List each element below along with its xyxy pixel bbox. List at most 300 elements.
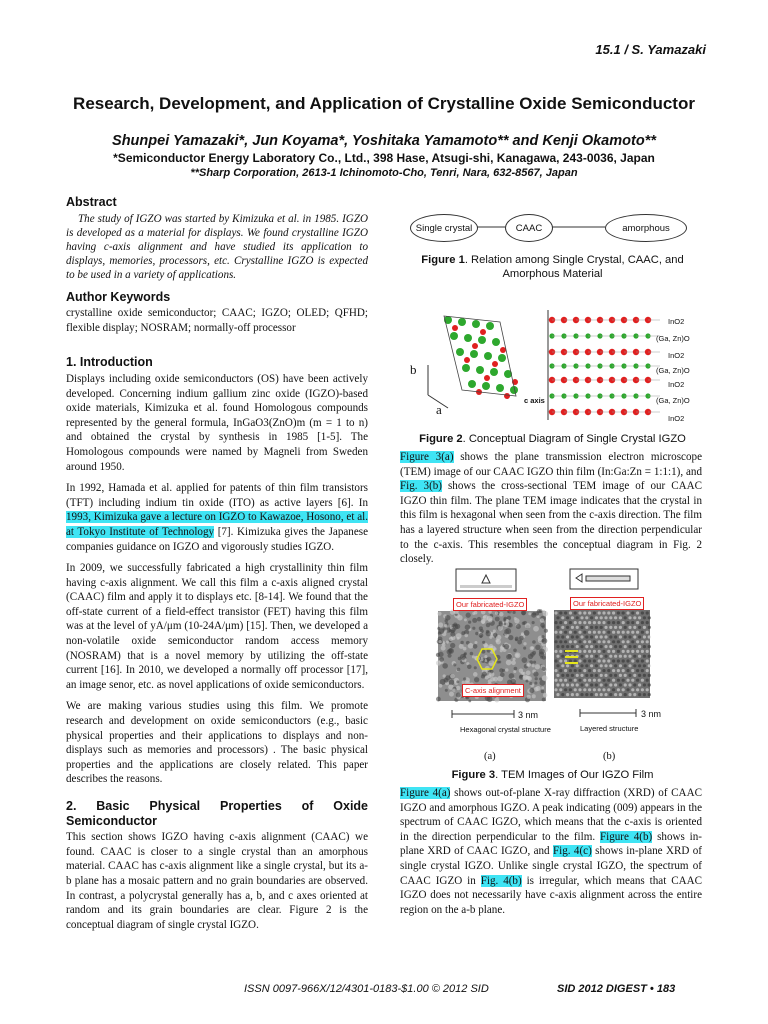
tem-grain-b <box>580 655 583 658</box>
figure-2-caption <box>400 432 705 446</box>
tem-grain-a <box>529 682 532 685</box>
tem-grain-b <box>590 635 593 638</box>
tem-grain-b <box>643 635 646 638</box>
lattice-atom-green <box>486 322 494 330</box>
tem-grain-b <box>626 688 629 691</box>
tem-grain-b <box>607 659 610 662</box>
tem-grain-a <box>544 629 548 633</box>
tem-grain-b <box>569 631 572 634</box>
tem-grain-b <box>624 683 627 686</box>
tem-grain-b <box>607 611 610 614</box>
tem-grain-b <box>607 631 610 634</box>
tem-grain-b <box>580 645 583 648</box>
tem-grain-b <box>624 674 627 677</box>
tem-grain-b <box>612 650 615 653</box>
tem-grain-b <box>590 674 593 677</box>
tem-grain-b <box>626 659 629 662</box>
abstract-heading: Abstract <box>66 195 117 209</box>
tem-grain-a <box>477 617 481 621</box>
tem-grain-a <box>472 618 477 623</box>
tem-grain-b <box>580 664 583 667</box>
tem-grain-b <box>614 674 617 677</box>
tem-grain-b <box>638 635 641 638</box>
tem-grain-b <box>631 621 634 624</box>
tem-grain-a <box>450 643 455 648</box>
layer-label-5: InO2 <box>668 380 685 389</box>
tem-grain-a <box>489 636 492 639</box>
tem-grain-b <box>590 664 593 667</box>
tem-grain-b <box>648 645 651 648</box>
right-p2-t1: shows out-of-plane X-ray diffraction (XRD) of CAAC IGZO and amorphous IGZO. A peak indicating (009) appears in the spectrum of CAAC IGZO, which means that the c-axis is oriented in the direction perpendicular to the film. <box>400 787 702 843</box>
tem-grain-a <box>445 689 448 692</box>
lattice-atom-green <box>476 366 484 374</box>
tem-grain-b <box>631 611 634 614</box>
tem-grain-b <box>638 655 641 658</box>
tem-grain-b <box>638 645 641 648</box>
tem-grain-b <box>578 679 581 682</box>
tem-grain-b <box>638 626 641 629</box>
figure-1-caption <box>410 253 695 281</box>
tem-grain-b <box>617 611 620 614</box>
tem-grain-b <box>641 679 644 682</box>
tem-grain-b <box>636 611 639 614</box>
tem-grain-b <box>617 669 620 672</box>
tem-grain-b <box>633 693 636 696</box>
lattice-atom-green <box>464 334 472 342</box>
tem-grain-b <box>609 693 612 696</box>
tem-grain-b <box>559 659 562 662</box>
tem-grain-b <box>612 659 615 662</box>
tem-grain-b <box>643 693 646 696</box>
footer-issn: ISSN 0097-966X/12/4301-0183-$1.00 © 2012 SID <box>244 983 489 995</box>
tem-grain-a <box>540 623 545 628</box>
tem-grain-a <box>456 692 461 697</box>
tem-grain-a <box>512 611 515 614</box>
tem-grain-a <box>460 654 466 660</box>
tem-grain-b <box>564 640 567 643</box>
tem-grain-b <box>580 693 583 696</box>
tem-grain-b <box>574 669 577 672</box>
tem-grain-b <box>578 659 581 662</box>
tem-grain-b <box>574 679 577 682</box>
film-a <box>460 585 512 588</box>
tem-grain-b <box>588 688 591 691</box>
tem-grain-b <box>561 664 564 667</box>
tem-grain-b <box>624 616 627 619</box>
tem-grain-b <box>593 688 596 691</box>
tem-grain-b <box>622 679 625 682</box>
tem-grain-b <box>559 621 562 624</box>
tem-grain-b <box>569 640 572 643</box>
tem-grain-b <box>609 683 612 686</box>
layer-label-3: InO2 <box>668 351 685 360</box>
layer-label-2: (Ga, Zn)O <box>656 334 690 343</box>
tem-grain-b <box>585 693 588 696</box>
tem-grain-a <box>500 672 505 677</box>
tem-grain-a <box>495 617 500 622</box>
keywords-heading: Author Keywords <box>66 289 171 304</box>
tem-grain-b <box>598 650 601 653</box>
right-paragraph-2 <box>400 786 702 924</box>
tem-grain-b <box>578 640 581 643</box>
abstract-text: The study of IGZO was started by Kimizuka et al. in 1985. IGZO is developed as a material for displays. We found crystalline IGZO having c-axis alignment and have studied its application to displays, memories, processors, etc. Crystalline IGZO is expected to be used in a variety of applications. <box>66 212 368 282</box>
tem-grain-b <box>576 683 579 686</box>
tem-grain-a <box>457 615 462 620</box>
tem-grain-b <box>636 659 639 662</box>
figure-1 <box>400 208 700 248</box>
tem-grain-b <box>624 664 627 667</box>
tem-grain-b <box>648 626 651 629</box>
tem-grain-b <box>646 621 649 624</box>
tem-grain-b <box>556 635 559 638</box>
highlight-fig4b: Figure 4(b) <box>599 830 653 843</box>
section2-p1: This section shows IGZO having c-axis alignment (CAAC) we found. CAAC is closer to a single crystal than an amorphous material. CAAC has c-axis alignment like a single crystal, but its a-b plane has a mosaic pattern and no grain boundaries are observed. In contrast, a polycrystal generally has a, b, and c axes oriented at random and its grain boundaries are clear. Figure 2 is the conceptual diagram of single crystal IGZO. <box>66 831 368 931</box>
tem-grain-a <box>539 652 544 657</box>
tem-grain-a <box>484 655 487 658</box>
tem-grain-a <box>470 652 474 656</box>
tem-grain-a <box>439 684 443 688</box>
tem-grain-b <box>559 611 562 614</box>
tem-grain-a <box>442 663 448 669</box>
tem-grain-b <box>578 669 581 672</box>
tem-grain-b <box>636 631 639 634</box>
tem-grain-b <box>628 616 631 619</box>
tem-grain-b <box>628 635 631 638</box>
tem-grain-b <box>607 669 610 672</box>
tem-grain-b <box>564 631 567 634</box>
tem-grain-b <box>636 679 639 682</box>
tem-grain-b <box>554 669 557 672</box>
footer-digest: SID 2012 DIGEST • 183 <box>557 983 676 995</box>
tem-grain-b <box>633 674 636 677</box>
tem-grain-b <box>617 650 620 653</box>
tem-grain-a <box>453 663 456 666</box>
tem-grain-b <box>556 626 559 629</box>
tem-grain-a <box>488 679 492 683</box>
tem-grain-b <box>554 688 557 691</box>
tem-grain-b <box>559 650 562 653</box>
tem-grain-b <box>643 674 646 677</box>
tem-grain-b <box>638 683 641 686</box>
panel-label-b: (b) <box>603 751 616 762</box>
tem-grain-a <box>493 677 498 682</box>
tem-grain-b <box>588 650 591 653</box>
tem-grain-b <box>614 616 617 619</box>
tem-grain-b <box>619 616 622 619</box>
tem-grain-b <box>561 683 564 686</box>
tem-grain-b <box>576 674 579 677</box>
intro-p2 <box>66 481 368 554</box>
tem-grain-b <box>595 645 598 648</box>
tem-grain-a <box>496 639 501 644</box>
tem-grain-b <box>612 688 615 691</box>
tem-grain-b <box>628 683 631 686</box>
tem-grain-a <box>514 617 517 620</box>
tem-grain-a <box>487 616 493 622</box>
tem-grain-b <box>559 669 562 672</box>
tem-grain-a <box>532 612 536 616</box>
tem-grain-a <box>499 621 503 625</box>
tem-grain-b <box>604 635 607 638</box>
tem-grain-a <box>528 612 531 615</box>
tem-grain-b <box>619 674 622 677</box>
layer-label-1: InO2 <box>668 317 685 326</box>
running-header: 15.1 / S. Yamazaki <box>595 42 706 57</box>
tem-grain-a <box>513 648 517 652</box>
tem-grain-b <box>564 688 567 691</box>
tem-grain-a <box>519 675 523 679</box>
tem-grain-b <box>561 616 564 619</box>
tem-grain-b <box>633 664 636 667</box>
tem-grain-b <box>602 650 605 653</box>
tem-grain-b <box>602 688 605 691</box>
tem-grain-b <box>638 664 641 667</box>
fab-label-b: Our fabricated-IGZO <box>570 597 644 610</box>
tem-grain-a <box>474 666 477 669</box>
lattice-atom-red <box>472 343 478 349</box>
tem-grain-b <box>633 626 636 629</box>
tem-grain-b <box>585 626 588 629</box>
tem-grain-a <box>503 622 506 625</box>
tem-grain-a <box>439 628 445 634</box>
tem-grain-b <box>571 645 574 648</box>
tem-grain-b <box>576 635 579 638</box>
node-single-crystal: Single crystal <box>410 214 478 242</box>
tem-grain-b <box>619 635 622 638</box>
tem-grain-a <box>513 658 516 661</box>
tem-grain-b <box>604 683 607 686</box>
tem-grain-b <box>590 683 593 686</box>
intro-p1: Displays including oxide semiconductors (OS) have been actively developed. Concerning indium gallium zinc oxide (IGZO)-based oxide materials, Kimizuka et al. found Homologous compounds represented by the general formula, InGaO3(ZnO)m (m = 1 to n) and obtained the crystal by synthesis in 1985 [1-5]. The Homologous compounds were named by Magneli from Sweden around 1950. <box>66 372 368 473</box>
tem-grain-b <box>648 674 651 677</box>
tem-grain-a <box>506 660 512 666</box>
tem-grain-b <box>617 640 620 643</box>
tem-grain-b <box>580 635 583 638</box>
tem-grain-b <box>607 621 610 624</box>
tem-grain-b <box>559 640 562 643</box>
tem-grain-a <box>444 678 449 683</box>
tem-grain-a <box>445 615 450 620</box>
tem-grain-b <box>602 659 605 662</box>
tem-grain-b <box>588 659 591 662</box>
lattice-atom-green <box>470 350 478 358</box>
tem-grain-a <box>535 677 538 680</box>
tem-grain-a <box>436 697 441 702</box>
tem-grain-b <box>569 621 572 624</box>
tem-grain-a <box>493 633 497 637</box>
tem-grain-b <box>631 688 634 691</box>
tem-grain-a <box>481 674 485 678</box>
tem-grain-b <box>646 631 649 634</box>
tem-grain-a <box>508 635 513 640</box>
tem-grain-a <box>517 640 522 645</box>
tem-grain-a <box>534 682 537 685</box>
layer-label-4: (Ga, Zn)O <box>656 366 690 375</box>
lattice-atom-green <box>490 368 498 376</box>
tem-grain-a <box>468 643 474 649</box>
fab-label-a: Our fabricated-IGZO <box>453 598 527 611</box>
tem-grain-b <box>580 674 583 677</box>
tem-grain-a <box>523 642 526 645</box>
tem-grain-a <box>514 667 518 671</box>
lattice-atom-green <box>498 354 506 362</box>
tem-grain-b <box>628 693 631 696</box>
tem-grain-b <box>614 626 617 629</box>
tem-grain-a <box>522 676 525 679</box>
tem-grain-b <box>561 693 564 696</box>
tem-grain-b <box>595 635 598 638</box>
tem-grain-b <box>633 645 636 648</box>
highlight-fig3a: Figure 3(a) <box>400 451 454 463</box>
tem-grain-a <box>541 635 544 638</box>
tem-grain-b <box>571 664 574 667</box>
tem-grain-b <box>600 626 603 629</box>
tem-grain-a <box>444 624 447 627</box>
fig3-caption-text: . TEM Images of Our IGZO Film <box>495 769 654 781</box>
tem-grain-b <box>609 664 612 667</box>
tem-grain-b <box>583 650 586 653</box>
tem-grain-a <box>542 698 546 702</box>
tem-grain-b <box>578 611 581 614</box>
tem-grain-b <box>585 645 588 648</box>
tem-grain-b <box>561 626 564 629</box>
tem-grain-b <box>626 631 629 634</box>
tem-grain-b <box>614 635 617 638</box>
sub-label-a: Hexagonal crystal structure <box>460 725 551 734</box>
layer-label-7: InO2 <box>668 414 685 423</box>
tem-grain-a <box>539 677 542 680</box>
tem-grain-b <box>583 669 586 672</box>
tem-grain-b <box>578 621 581 624</box>
tem-grain-b <box>576 616 579 619</box>
tem-grain-b <box>600 674 603 677</box>
tem-grain-b <box>595 655 598 658</box>
right-p2-t2: shows in-plane XRD of CAAC IGZO, and <box>400 830 702 858</box>
tem-grain-b <box>595 626 598 629</box>
tem-grain-a <box>532 664 535 667</box>
tem-grain-a <box>438 622 443 627</box>
tem-grain-b <box>566 616 569 619</box>
tem-grain-a <box>487 696 493 702</box>
tem-grain-b <box>646 640 649 643</box>
tem-grain-b <box>636 669 639 672</box>
tem-grain-a <box>464 634 468 638</box>
tem-grain-a <box>502 669 505 672</box>
tem-grain-b <box>602 640 605 643</box>
tem-grain-b <box>590 626 593 629</box>
tem-grain-b <box>609 674 612 677</box>
tem-grain-b <box>566 674 569 677</box>
tem-grain-b <box>585 635 588 638</box>
tem-grain-a <box>463 647 467 651</box>
tem-grain-b <box>636 640 639 643</box>
tem-grain-b <box>612 621 615 624</box>
lattice-atom-green <box>492 338 500 346</box>
tem-grain-b <box>648 635 651 638</box>
tem-grain-b <box>556 674 559 677</box>
lattice-atom-green <box>478 336 486 344</box>
tem-grain-b <box>588 640 591 643</box>
lattice-atom-red <box>484 375 490 381</box>
tem-grain-b <box>561 655 564 658</box>
author-list: Shunpei Yamazaki*, Jun Koyama*, Yoshitaka Yamamoto** and Kenji Okamoto** <box>112 133 656 149</box>
tem-grain-b <box>590 655 593 658</box>
panel-label-a: (a) <box>484 751 496 762</box>
tem-grain-b <box>569 669 572 672</box>
tem-grain-b <box>604 674 607 677</box>
highlight-fig4c: Fig. 4(c) <box>552 845 592 858</box>
tem-grain-b <box>619 683 622 686</box>
tem-grain-b <box>648 683 651 686</box>
tem-grain-a <box>465 624 471 630</box>
tem-grain-b <box>638 674 641 677</box>
tem-grain-a <box>499 612 503 616</box>
tem-grain-b <box>578 631 581 634</box>
tem-grain-b <box>628 645 631 648</box>
tem-grain-b <box>598 659 601 662</box>
tem-grain-b <box>585 683 588 686</box>
tem-grain-a <box>535 645 540 650</box>
tem-grain-a <box>543 693 547 697</box>
tem-grain-a <box>542 639 545 642</box>
tem-grain-b <box>595 693 598 696</box>
lattice-atom-red <box>480 329 486 335</box>
tem-grain-a <box>479 633 484 638</box>
tem-grain-b <box>619 664 622 667</box>
tem-grain-b <box>628 655 631 658</box>
tem-grain-b <box>619 645 622 648</box>
tem-grain-a <box>437 612 441 616</box>
tem-grain-a <box>523 647 526 650</box>
tem-grain-b <box>619 626 622 629</box>
tem-grain-b <box>554 611 557 614</box>
tem-grain-b <box>628 664 631 667</box>
node-amorphous: amorphous <box>605 214 687 242</box>
tem-grain-a <box>543 611 548 616</box>
tem-grain-b <box>593 669 596 672</box>
tem-grain-b <box>600 664 603 667</box>
tem-grain-b <box>633 655 636 658</box>
tem-grain-a <box>522 657 528 663</box>
tem-grain-b <box>612 669 615 672</box>
tem-grain-a <box>524 630 530 636</box>
tem-grain-b <box>561 674 564 677</box>
tem-grain-b <box>576 693 579 696</box>
tem-grain-b <box>554 640 557 643</box>
tem-grain-a <box>443 674 446 677</box>
tem-grain-b <box>626 650 629 653</box>
tem-grain-b <box>595 683 598 686</box>
tem-grain-a <box>540 618 544 622</box>
tem-grain-b <box>626 621 629 624</box>
tem-grain-b <box>588 631 591 634</box>
tem-grain-b <box>598 621 601 624</box>
tem-grain-b <box>622 669 625 672</box>
tem-grain-b <box>619 693 622 696</box>
tem-grain-a <box>527 695 531 699</box>
tem-grain-a <box>519 668 523 672</box>
tem-grain-b <box>583 640 586 643</box>
tem-grain-b <box>554 650 557 653</box>
tem-grain-b <box>643 655 646 658</box>
tem-grain-b <box>622 659 625 662</box>
tem-grain-a <box>532 621 535 624</box>
tem-grain-b <box>612 611 615 614</box>
tem-grain-b <box>559 679 562 682</box>
tem-grain-b <box>648 655 651 658</box>
scale-a: 3 nm <box>518 710 539 720</box>
tem-grain-a <box>529 688 534 693</box>
